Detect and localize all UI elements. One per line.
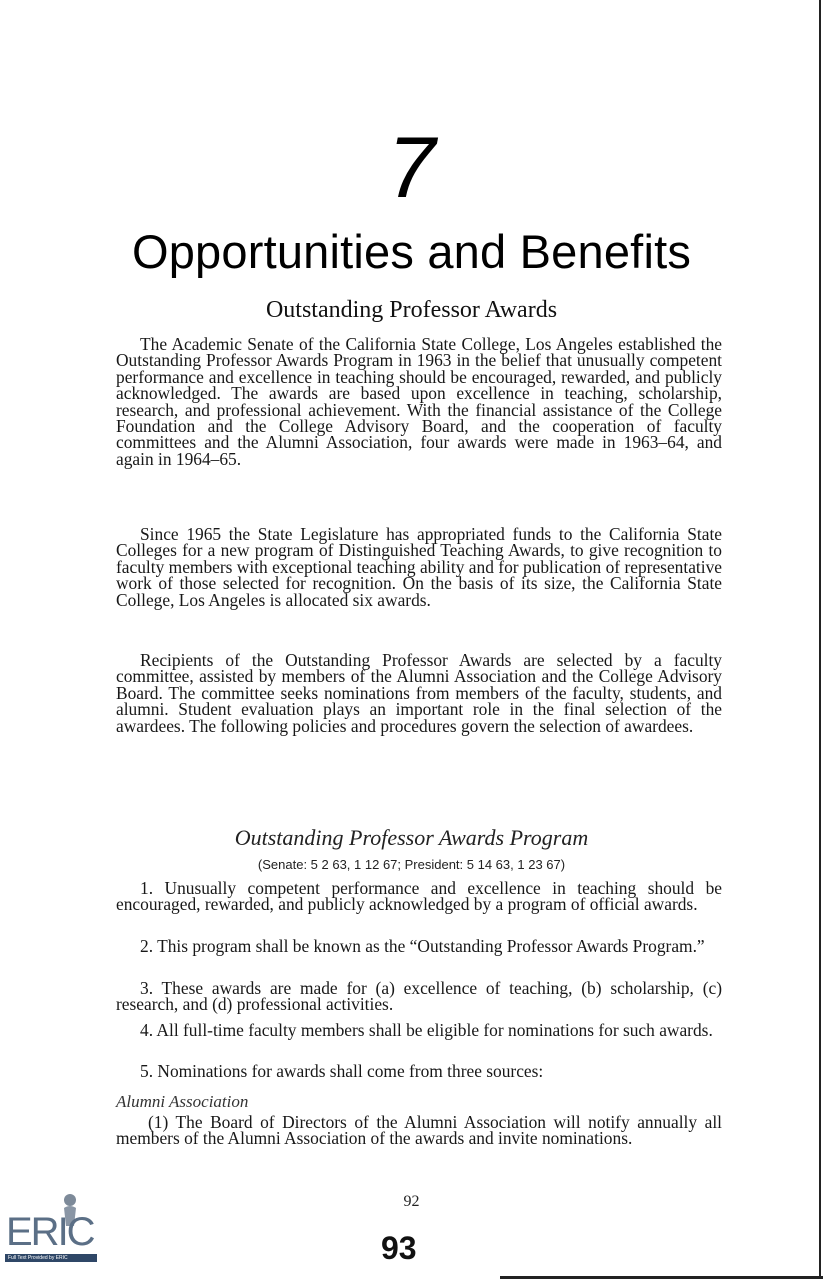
section-heading: Outstanding Professor Awards	[265, 297, 558, 323]
eric-logo-text: ERIC	[6, 1210, 94, 1254]
list-item-text: 1. Unusually competent performance and excellence in teaching should be encouraged, rewarded, and publicly acknowledged by a program of official awards.	[116, 878, 722, 915]
paragraph-text: The Academic Senate of the California State College, Los Angeles established the Outstanding Professor Awards Program in 1963 in the belief that unusually competent performance and excellence in teaching should be encouraged, rewarded, and publicly acknowledged. The awards are based upon excellence in teaching, scholarship, research, and professional achievement. With the financial assistance of the College Foundation and the College Advisory Board, and the cooperation of faculty committees and the Alumni Association, four awards were made in 1963–64, and again in 1964–65.	[116, 334, 722, 469]
eric-logo-tagline: Full Text Provided by ERIC	[8, 1255, 68, 1261]
list-item	[116, 980, 722, 1013]
paragraph-text: Since 1965 the State Legislature has appropriated funds to the California State Colleges for a new program of Distinguished Teaching Awards, to give recognition to faculty members with exceptional teaching ability and for publication of representative work of those selected for recognition. On the basis of its size, the California State College, Los Angeles is allocated six awards.	[116, 524, 722, 610]
list-item-text: 4. All full-time faculty members shall be eligible for nominations for such awards.	[140, 1020, 713, 1040]
paragraph-text: Recipients of the Outstanding Professor Awards are selected by a faculty committee, assisted by members of the Alumni Association and the College Advisory Board. The committee seeks nominations from members of the faculty, students, and alumni. Student evaluation plays an important role in the final selection of the awardees. The following policies and procedures govern the selection of awardees.	[116, 650, 722, 736]
chapter-title: Opportunities and Benefits	[131, 225, 692, 278]
chapter-number: 7	[387, 120, 436, 216]
alumni-association-subheading: Alumni Association	[116, 1092, 249, 1111]
list-subitem	[116, 1114, 722, 1147]
list-item-text: 2. This program shall be known as the “Outstanding Professor Awards Program.”	[140, 936, 705, 956]
list-item	[116, 1022, 722, 1038]
list-item	[116, 938, 722, 954]
paragraph	[116, 652, 722, 734]
paragraph	[116, 336, 722, 467]
paragraph	[116, 526, 722, 608]
list-item-text: 5. Nominations for awards shall come from three sources:	[140, 1061, 544, 1081]
list-subitem-text: (1) The Board of Directors of the Alumni Association will notify annually all members of the Alumni Association of the awards and invite nominations.	[116, 1112, 722, 1149]
list-item	[116, 880, 722, 913]
list-item	[116, 1063, 722, 1079]
folio-number: 93	[381, 1230, 417, 1266]
list-item-text: 3. These awards are made for (a) excellence of teaching, (b) scholarship, (c) research, and (d) professional activities.	[116, 978, 722, 1015]
eric-logo-bar	[5, 1254, 97, 1262]
program-heading: Outstanding Professor Awards Program	[234, 825, 589, 850]
program-citation: (Senate: 5 2 63, 1 12 67; President: 5 14 63, 1 23 67)	[257, 857, 566, 872]
page-number: 92	[403, 1193, 420, 1210]
